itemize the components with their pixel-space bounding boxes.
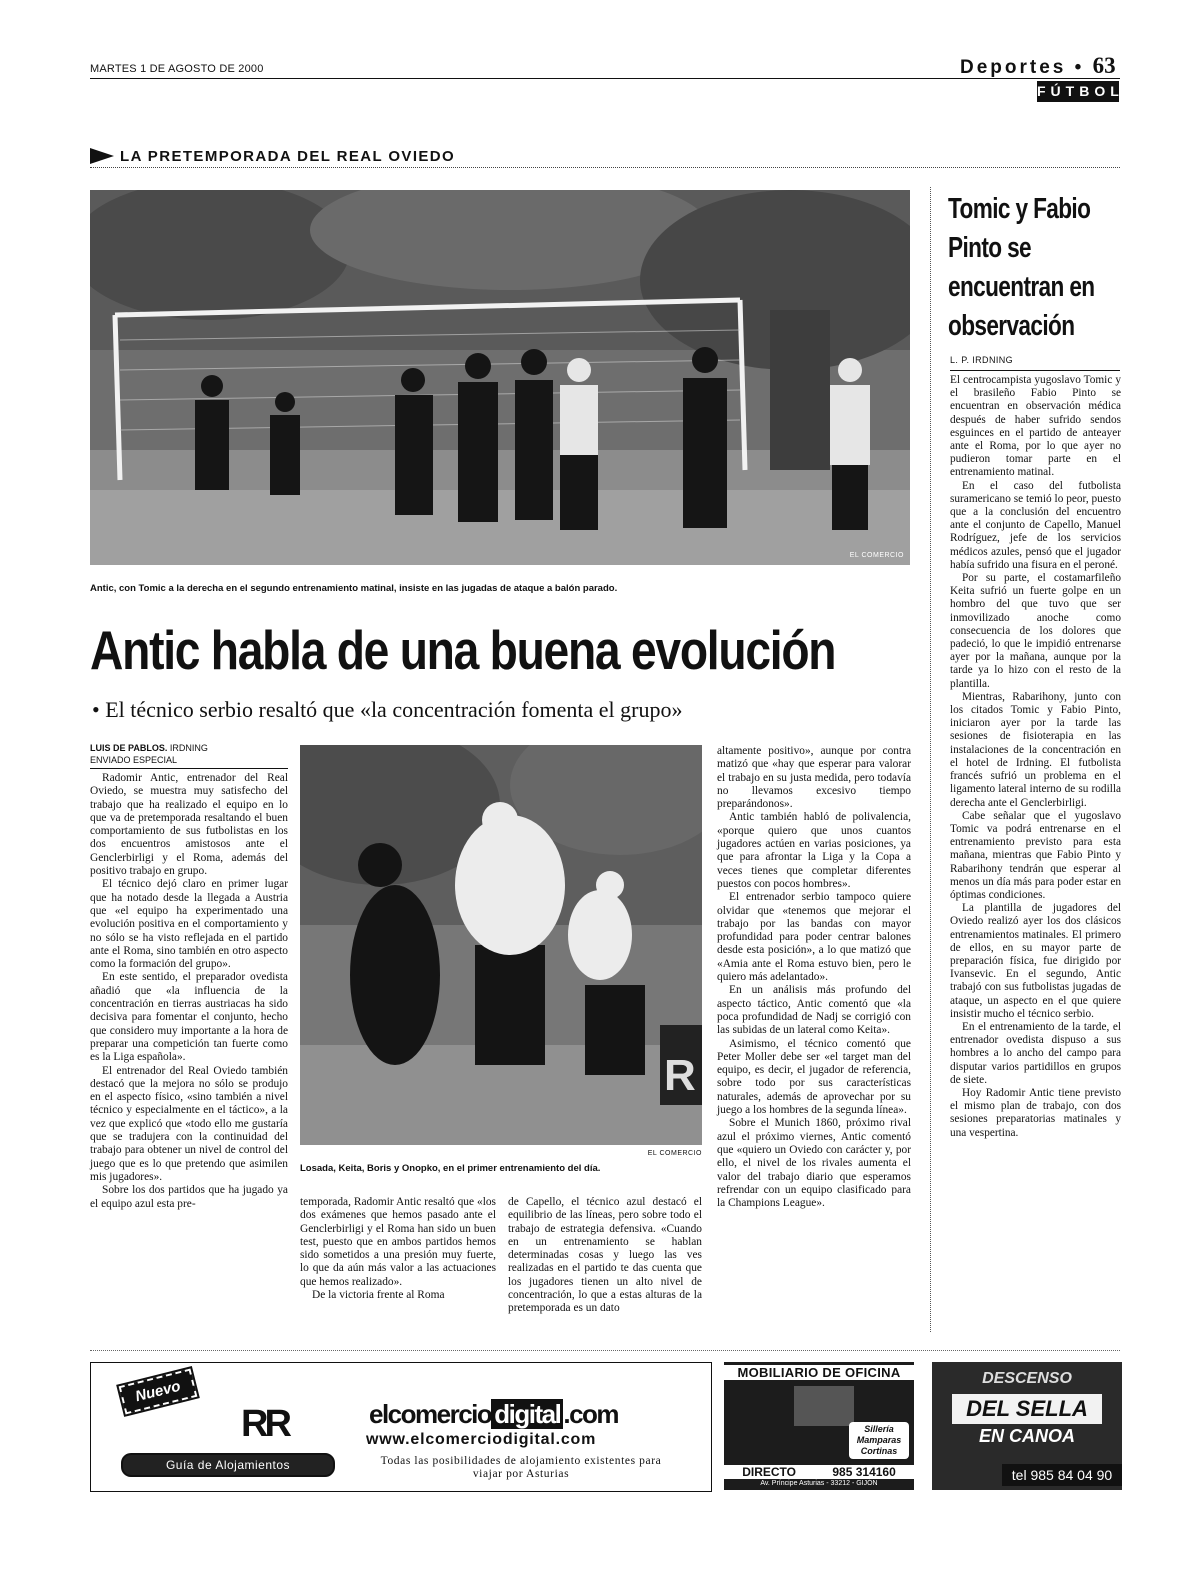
ads-rule	[90, 1350, 1120, 1351]
headline: Antic habla de una buena evolución	[90, 619, 836, 681]
sella-line-2: DEL SELLA	[952, 1394, 1102, 1424]
office-chair-icon	[794, 1386, 854, 1426]
kicker-text: LA PRETEMPORADA DEL REAL OVIEDO	[120, 147, 456, 165]
descenso-sella-ad[interactable]	[932, 1362, 1122, 1490]
mobiliario-title: MOBILIARIO DE OFICINA	[724, 1365, 914, 1380]
feature-item: Cortinas	[860, 1446, 898, 1456]
brand-part-b: digital	[491, 1399, 563, 1429]
players-photo-graphic	[300, 745, 702, 1145]
sidebar-paragraph: Por su parte, el costamarfileño Keita sufrió un fuerte golpe en un hombro del que tuvo que ser inmovilizado anoche como consecuencia de los dolores que padeció, lo que le impidió entrenarse ayer por la mañana, aunque por la tarde ya lo hizo con el resto de la plantilla.	[950, 572, 1121, 690]
sidebar-paragraph: El centrocampista yugoslavo Tomic y el brasileño Fabio Pinto se encuentran en observación médica después de haber sufrido sendos esguinces en el partido de anteayer ante el Roma, por lo que ayer no pudieron tomar parte en el entrenamiento matinal.	[950, 374, 1121, 479]
sidebar-body	[950, 374, 1121, 1140]
article-column-3	[508, 1196, 702, 1316]
sidebar-paragraph: Mientras, Rabarihony, junto con los citados Tomic y Fabio Pinto, iniciaron ayer por la tarde las sesiones de fisioterapia en las instalaciones de la concentración en el hotel de Irdning. El futbolista francés sufrió un problema en el ligamento lateral interno de su rodilla derecha ante el Genclerbirligi.	[950, 690, 1121, 809]
mobiliario-features	[849, 1422, 909, 1459]
article-paragraph: Sobre los dos partidos que ha jugado ya el equipo azul esta pre-	[90, 1184, 288, 1210]
article-paragraph: altamente positivo», aunque por contra matizó que «hay que esperar para valorar el trabajo en su justa medida, pero todavía no llevamos excesivo tiempo preparándonos».	[717, 745, 911, 811]
sidebar-headline: Tomic y Fabio Pinto se encuentran en observación	[948, 193, 1095, 342]
issue-date: MARTES 1 DE AGOSTO DE 2000	[90, 63, 264, 75]
article-paragraph: De la victoria frente al Roma	[312, 1289, 445, 1302]
byline-rule	[90, 768, 288, 769]
sidebar-paragraph: Hoy Radomir Antic tiene previsto el mismo plan de trabajo, con dos sesiones preparatorias matinales y una vespertina.	[950, 1086, 1121, 1139]
inline-photo-credit: EL COMERCIO	[647, 1150, 702, 1157]
sella-line-1: DESCENSO	[982, 1370, 1072, 1387]
elcomerciodigital-logo	[369, 1399, 618, 1430]
guia-tagline: Todas las posibilidades de alojamiento existentes para viajar por Asturias	[380, 1455, 662, 1480]
article-paragraph: El entrenador del Real Oviedo también destacó que la mejora no sólo se produjo en el aspecto físico, «sino también a nivel técnico y especialmente en el táctico», a la vez que explicó que «todo ello me gustaría que se tradujera con la continuidad del trabajo para obtener un nivel de control del juego que es lo que pretendo que asimilen mis jugadores».	[90, 1064, 288, 1183]
sidebar-paragraph: En el entrenamiento de la tarde, el entrenador ovedista dispuso a sus hombres a lo ancho del campo para disputar varios partidillos en grupos de siete.	[950, 1020, 1121, 1086]
main-photo	[90, 190, 910, 565]
inline-photo	[300, 745, 702, 1145]
sidebar-paragraph: En el caso del futbolista suramericano se temió lo peor, puesto que a la conclusión del encuentro ante el conjunto de Capello, Manuel Rodríguez, jefe de los servicios médicos azules, pensó que el jugador había sufrido una fisura en el peroné.	[950, 479, 1121, 571]
article-column-2	[300, 1196, 496, 1302]
sidebar-paragraph: La plantilla de jugadores del Oviedo realizó ayer los dos clásicos entrenamientos matinales. El primero de ellos, en su mayor parte de preparación física, fue dirigido por Ivansevic. En el segundo, Antic trabajó con sus futbolistas jugadas de ataque, un aspecto en el que quiere insistir mucho el técnico serbio.	[950, 902, 1121, 1020]
section-bullet: •	[1074, 57, 1085, 78]
svg-text:R: R	[664, 1051, 696, 1100]
article-paragraph: Radomir Antic, entrenador del Real Oviedo, se muestra muy satisfecho del trabajo que ha realizado el equipo en lo que va de pretemporada resaltando el buen comportamiento de sus futbolistas en los dos encuentros amistosos ante el Genclerbirligi y el Roma, además del positivo trabajo en grupo.	[90, 772, 288, 878]
byline-author: LUIS DE PABLOS.	[90, 743, 168, 753]
article-paragraph: temporada, Radomir Antic resaltó que «los dos exámenes que hemos pasado ante el Genclerbirligi y el Roma han sido un buen test, puesto que en ambos partidos hemos sido sometidos a una presión muy fuerte, lo que da aún más valor a las actuaciones que hemos realizado».	[300, 1196, 496, 1288]
main-photo-credit: EL COMERCIO	[849, 552, 904, 559]
sidebar-byline: L. P. IRDNING	[950, 355, 1014, 365]
ad-url-link[interactable]: www.elcomerciodigital.com	[366, 1431, 597, 1448]
nuevo-badge: Nuevo	[119, 1368, 198, 1414]
subheadline: • El técnico serbio resaltó que «la concentración fomenta el grupo»	[92, 697, 683, 722]
byline-location: IRDNING	[169, 743, 208, 753]
mobiliario-label: DIRECTO	[742, 1465, 796, 1479]
page-number: 63	[1092, 53, 1116, 78]
article-paragraph: El entrenador serbio tampoco quiere olvidar que «tenemos que mejorar el trabajo por las bandas con mayor profundidad para poder centrar balones desde esta posición», a lo que matizó que «Amia ante el Roma estuvo bien, pero le quiero más adelantado».	[717, 891, 911, 984]
feature-item: Sillería	[864, 1424, 894, 1434]
article-paragraph: En este sentido, el preparador ovedista añadió que «la influencia de la concentración en tierras austriacas ha sido decisiva para fomentar el conjunto, hecho que considero muy importante a la hora de preparar una competición tan fuerte como es la Liga española».	[90, 971, 288, 1064]
section-name: Deportes	[960, 57, 1067, 78]
guia-label: Guía de Alojamientos	[121, 1453, 335, 1477]
main-photo-caption: Antic, con Tomic a la derecha en el segundo entrenamiento matinal, insiste en las jugadas de ataque a balón parado.	[90, 583, 618, 594]
mobiliario-address: Av. Príncipe Asturias - 33212 - GIJÓN	[760, 1480, 878, 1487]
sidebar-paragraph: Cabe señalar que el yugoslavo Tomic va podrá entrenarse en el entrenamiento previsto para esta mañana, mientras que Fabio Pinto y Rabarihony tendrán que esperar al menos un día más para poder estar en óptimas condiciones.	[950, 809, 1121, 901]
guia-alojamientos-ad[interactable]	[90, 1362, 712, 1492]
guia-logo: RR	[241, 1403, 288, 1445]
sella-line-3: EN CANOA	[978, 1426, 1075, 1446]
byline-role: ENVIADO ESPECIAL	[90, 755, 178, 765]
subsection-badge: FÚTBOL	[1037, 81, 1119, 102]
sella-phone: tel 985 84 04 90	[1002, 1464, 1122, 1486]
article-paragraph: El técnico dejó claro en primer lugar que ha notado desde la llegada a Austria que «el equipo ha experimentado una evolución positiva en el comportamiento y no sólo se ha visto reflejada en el partido ante el Roma, sino también en otro aspecto como la formación del grupo».	[90, 878, 288, 971]
brand-part-a: elcomercio	[369, 1399, 492, 1429]
article-paragraph: de Capello, el técnico azul destacó el equilibrio de las líneas, pero sobre todo el trabajo de estrategia defensiva. «Cuando en un entrenamiento se hablan determinadas cosas y luego las ves realizadas en el partido te das cuenta que los jugadores tienen un alto nivel de concentración, lo que a estas alturas de la pretemporada es un dato	[508, 1196, 702, 1315]
feature-item: Mamparas	[856, 1435, 902, 1445]
article-paragraph: Antic también habló de polivalencia, «porque quiero que unos cuantos jugadores actúen en varias posiciones, ya que para afrontar la Liga y la Copa a veces tienes que completar diferentes puestos con pocos hombres».	[717, 811, 911, 890]
mobiliario-phone: 985 314160	[832, 1465, 896, 1479]
article-paragraph: En un análisis más profundo del aspecto táctico, Antic comentó que «la poca profundidad de Nadj se corrigió con las subidas de un lateral como Keita».	[717, 984, 911, 1037]
article-paragraph: Sobre el Munich 1860, próximo rival azul el próximo viernes, Antic comentó que «quiero un Oviedo con carácter y, por ello, el nivel de los rivales aumenta el valor del trabajo diario que esperamos refrendar con un equipo clasificado para la Champions League».	[717, 1117, 911, 1210]
section-title	[960, 53, 1116, 79]
sidebar-byline-rule	[950, 370, 1120, 371]
sidebar-divider	[930, 187, 931, 1332]
header-rule	[90, 78, 1120, 79]
kicker	[90, 145, 455, 167]
mobiliario-contact	[724, 1465, 914, 1479]
article-paragraph: Asimismo, el técnico comentó que Peter Moller debe ser «el target man del equipo, es decir, el jugador de referencia, sobre todo por sus características naturales, además de aprovechar por su juego a los hombres de la segunda línea».	[717, 1037, 911, 1117]
training-photo-graphic	[90, 190, 910, 565]
article-column-4	[717, 745, 911, 1210]
byline	[90, 742, 290, 766]
arrow-right-icon	[90, 148, 114, 164]
kicker-rule	[90, 167, 1120, 168]
brand-part-c: .com	[563, 1399, 619, 1429]
article-column-1	[90, 772, 288, 1211]
inline-photo-caption: Losada, Keita, Boris y Onopko, en el primer entrenamiento del día.	[300, 1163, 601, 1174]
mobiliario-ad[interactable]	[724, 1362, 914, 1490]
